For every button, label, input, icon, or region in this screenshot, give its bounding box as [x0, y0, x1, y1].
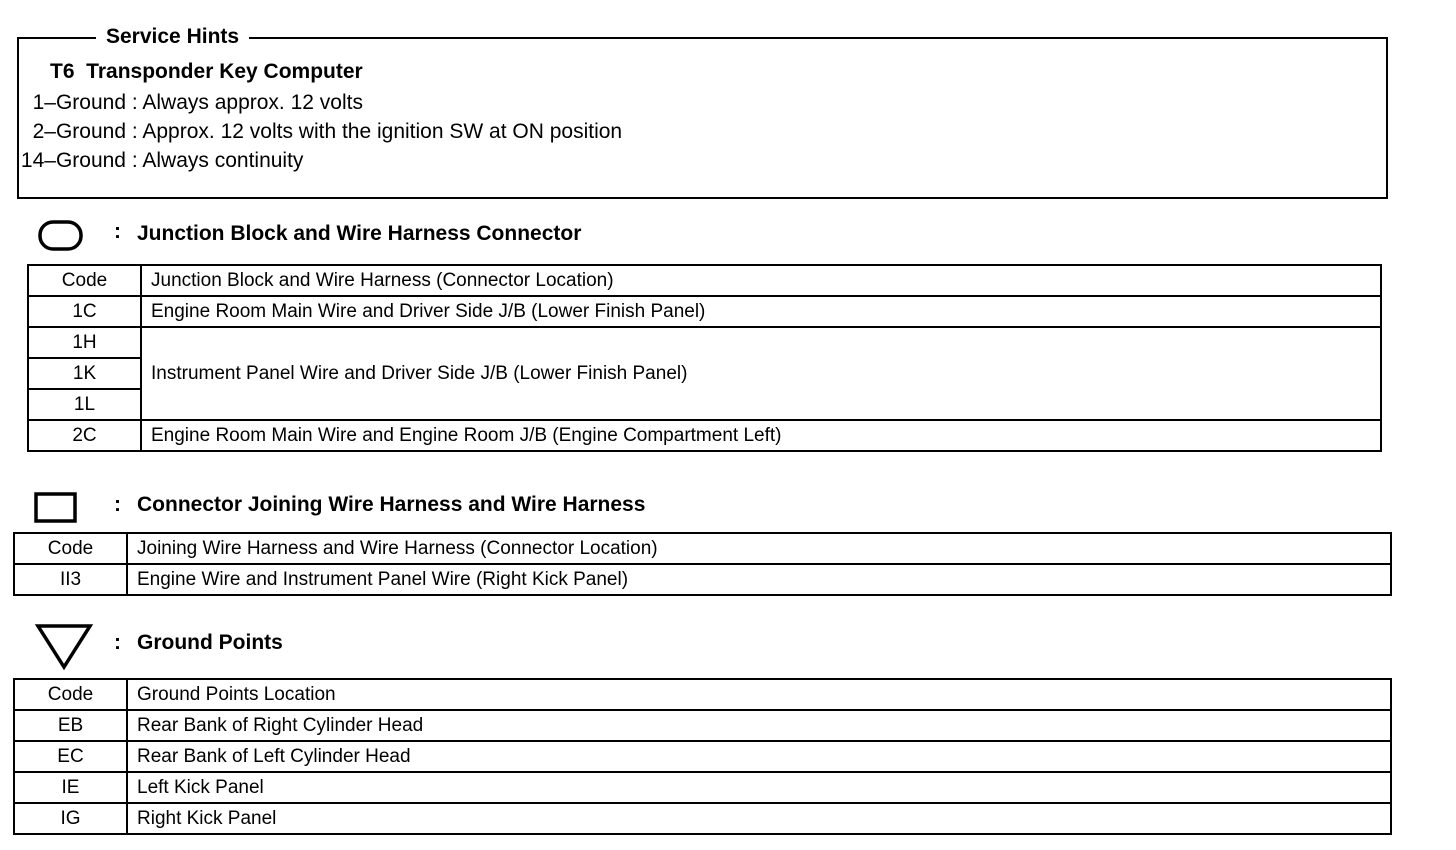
code-cell: EB — [14, 710, 127, 741]
hint-separator: : — [126, 120, 143, 143]
code-header: Code — [14, 533, 127, 564]
code-cell: 1K — [28, 358, 141, 389]
table-row — [14, 564, 1391, 595]
hint-line — [0, 148, 303, 174]
table-row — [14, 741, 1391, 772]
table-row — [14, 710, 1391, 741]
table-row — [14, 803, 1391, 834]
rounded-rectangle-icon — [38, 220, 84, 252]
code-cell: IG — [14, 803, 127, 834]
code-header: Code — [28, 265, 141, 296]
hint-pin: 14–Ground — [20, 149, 126, 172]
desc-cell: Engine Room Main Wire and Driver Side J/B (Lower Finish Panel) — [141, 296, 1381, 327]
desc-cell: Engine Room Main Wire and Engine Room J/B (Engine Compartment Left) — [141, 420, 1381, 451]
hint-separator: : — [126, 149, 143, 172]
code-cell: IE — [14, 772, 127, 803]
ground-table — [13, 678, 1392, 835]
hint-heading: T6 Transponder Key Computer — [50, 60, 363, 83]
code-cell: EC — [14, 741, 127, 772]
hint-line — [0, 90, 363, 116]
hint-line — [0, 119, 622, 145]
desc-cell: Right Kick Panel — [127, 803, 1391, 834]
hint-text: Always continuity — [142, 149, 304, 172]
desc-header: Ground Points Location — [127, 679, 1391, 710]
desc-cell: Instrument Panel Wire and Driver Side J/B (Lower Finish Panel) — [141, 327, 1381, 420]
ground-colon: : — [114, 631, 121, 654]
service-hints-title: Service Hints — [96, 24, 249, 50]
table-header-row — [28, 265, 1381, 296]
code-cell: 1C — [28, 296, 141, 327]
desc-cell: Rear Bank of Right Cylinder Head — [127, 710, 1391, 741]
desc-cell: Engine Wire and Instrument Panel Wire (Right Kick Panel) — [127, 564, 1391, 595]
hint-pin: 1–Ground — [32, 91, 126, 114]
code-cell: II3 — [14, 564, 127, 595]
code-cell: 1L — [28, 389, 141, 420]
joining-table — [13, 532, 1392, 596]
junction-section-title: Junction Block and Wire Harness Connector — [137, 222, 582, 245]
junction-table — [27, 264, 1382, 452]
hint-pin: 2–Ground — [32, 120, 126, 143]
joining-section-title: Connector Joining Wire Harness and Wire Harness — [137, 493, 646, 516]
ground-section-title: Ground Points — [137, 631, 283, 654]
desc-header: Junction Block and Wire Harness (Connector Location) — [141, 265, 1381, 296]
hint-text: Always approx. 12 volts — [142, 91, 363, 114]
triangle-ground-icon — [34, 622, 96, 672]
table-row — [14, 772, 1391, 803]
code-header: Code — [14, 679, 127, 710]
hint-separator: : — [126, 91, 143, 114]
junction-colon: : — [114, 220, 121, 243]
code-cell: 2C — [28, 420, 141, 451]
rectangle-icon — [34, 492, 80, 526]
table-row — [28, 296, 1381, 327]
table-row — [28, 327, 1381, 358]
desc-cell: Left Kick Panel — [127, 772, 1391, 803]
joining-colon: : — [114, 493, 121, 516]
code-cell: 1H — [28, 327, 141, 358]
table-header-row — [14, 533, 1391, 564]
desc-cell: Rear Bank of Left Cylinder Head — [127, 741, 1391, 772]
table-header-row — [14, 679, 1391, 710]
desc-header: Joining Wire Harness and Wire Harness (Connector Location) — [127, 533, 1391, 564]
table-row — [28, 420, 1381, 451]
hint-text: Approx. 12 volts with the ignition SW at ON position — [142, 120, 623, 143]
